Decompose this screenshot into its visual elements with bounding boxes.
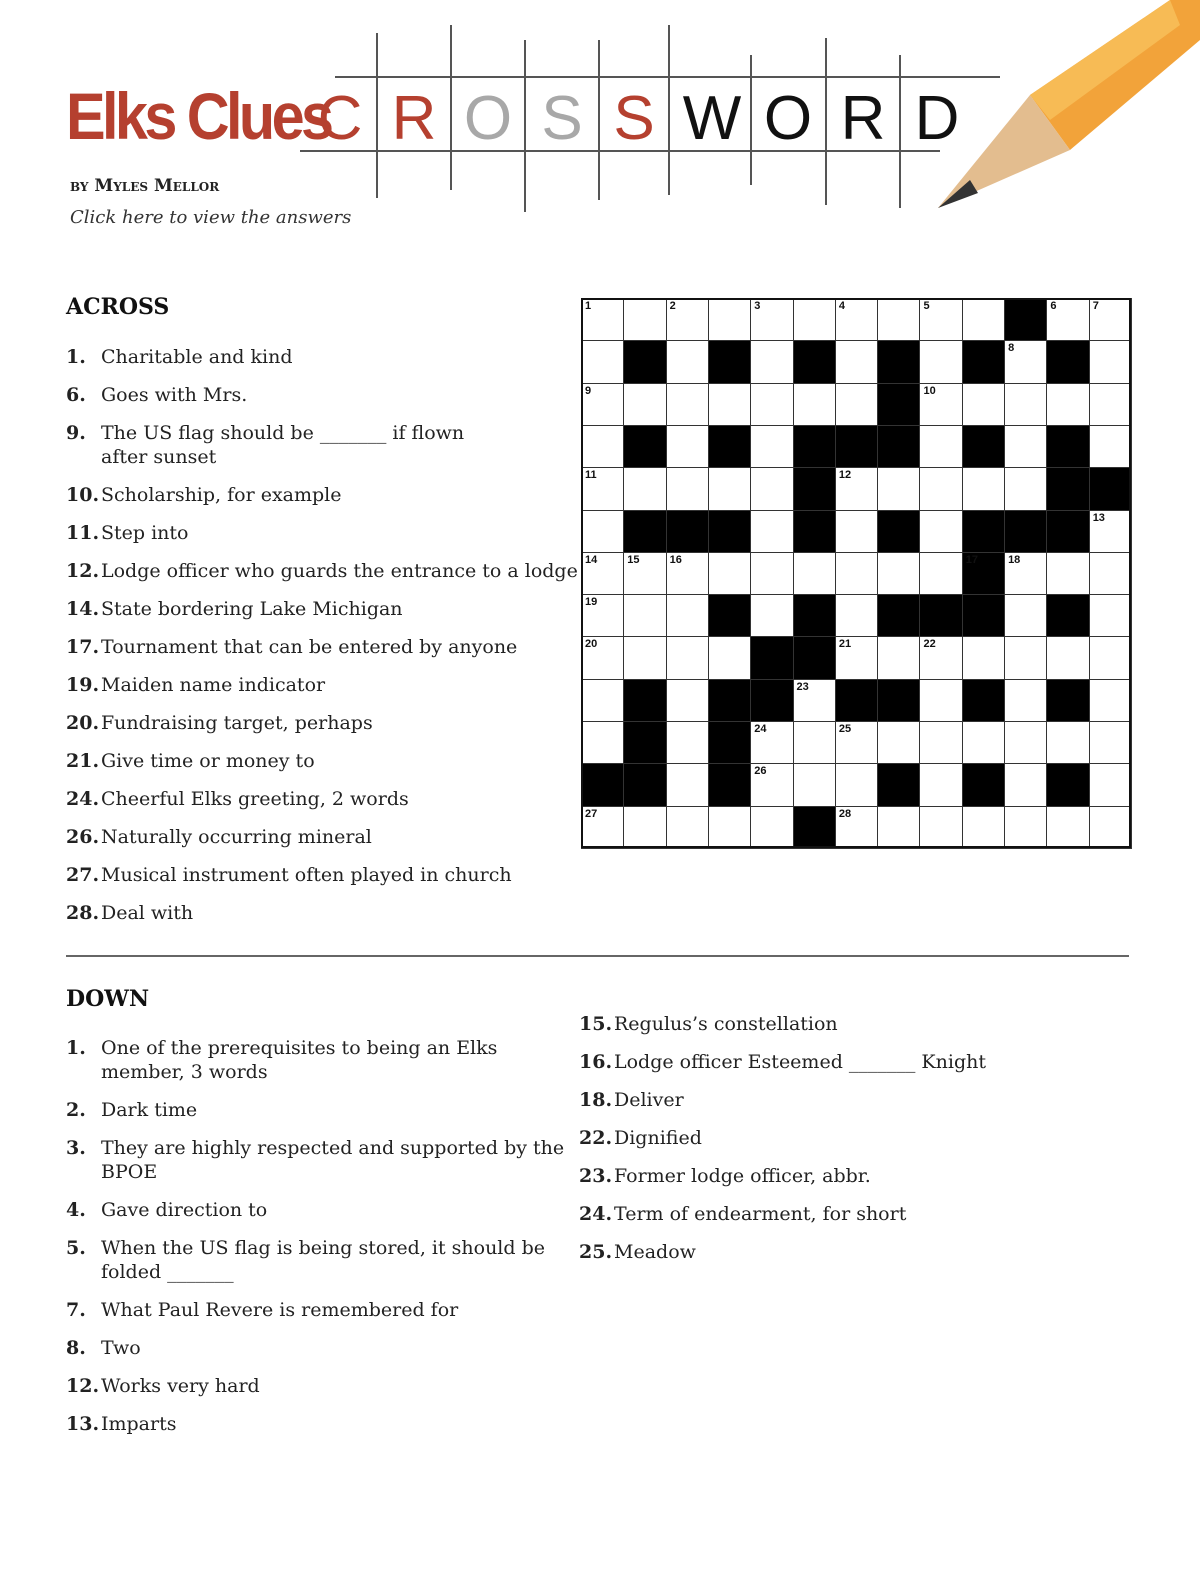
grid-block — [708, 425, 751, 468]
clue-text: What Paul Revere is remembered for — [101, 1299, 459, 1321]
cell-number: 7 — [1092, 300, 1099, 312]
cell-number: 27 — [585, 807, 598, 820]
grid-block — [962, 679, 1005, 722]
grid-block — [1004, 510, 1047, 553]
grid-cell[interactable] — [835, 594, 878, 637]
grid-cell[interactable] — [1004, 594, 1047, 637]
grid-block — [708, 763, 751, 806]
grid-cell[interactable] — [877, 467, 920, 510]
clue-text: They are highly respected and supported by the — [101, 1137, 565, 1159]
cell-number: 17 — [965, 553, 979, 566]
grid-cell[interactable] — [835, 806, 878, 849]
clue-text: Fundraising target, perhaps — [101, 712, 373, 734]
clue-number: 19. — [66, 674, 100, 696]
grid-cell[interactable] — [1089, 340, 1132, 383]
clue-number: 1. — [66, 1037, 86, 1059]
grid-cell[interactable] — [750, 425, 793, 468]
cell-number: 24 — [754, 723, 767, 736]
clue-text: Musical instrument often played in church — [101, 864, 512, 886]
grid-cell[interactable] — [581, 425, 624, 468]
grid-cell[interactable] — [1089, 679, 1132, 722]
grid-block — [1046, 594, 1089, 637]
grid-cell[interactable] — [835, 510, 878, 553]
cell-number: 10 — [923, 384, 936, 397]
cell-number: 5 — [923, 300, 930, 312]
clue-number: 25. — [579, 1241, 613, 1263]
grid-cell[interactable] — [1004, 636, 1047, 679]
grid-cell[interactable] — [793, 721, 836, 764]
grid-cell[interactable] — [581, 806, 624, 849]
grid-cell[interactable] — [1004, 806, 1047, 849]
clue-text: Works very hard — [101, 1375, 260, 1397]
grid-cell[interactable] — [919, 298, 962, 341]
grid-cell[interactable] — [750, 467, 793, 510]
clue-text: Imparts — [101, 1413, 177, 1435]
grid-block — [877, 425, 920, 468]
grid-block — [1046, 340, 1089, 383]
grid-cell[interactable] — [1004, 721, 1047, 764]
grid-cell[interactable] — [919, 679, 962, 722]
grid-cell[interactable] — [623, 298, 666, 341]
grid-block — [877, 679, 920, 722]
grid-cell[interactable] — [1089, 425, 1132, 468]
clue-text: Lodge officer who guards the entrance to a lodge — [101, 560, 578, 582]
clue-number: 5. — [66, 1237, 86, 1259]
cell-number: 19 — [585, 596, 598, 609]
grid-cell[interactable] — [1089, 594, 1132, 637]
grid-block — [793, 467, 836, 510]
clue-number: 11. — [66, 522, 100, 544]
clue-text: Dark time — [101, 1099, 198, 1121]
grid-block — [877, 340, 920, 383]
clue-number: 8. — [66, 1337, 86, 1359]
view-answers-link[interactable]: Click here to view the answers — [70, 207, 352, 228]
grid-block — [708, 679, 751, 722]
grid-cell[interactable] — [835, 721, 878, 764]
grid-cell[interactable] — [750, 594, 793, 637]
grid-cell[interactable] — [962, 467, 1005, 510]
grid-block — [835, 425, 878, 468]
grid-cell[interactable] — [1046, 636, 1089, 679]
crossword-grid — [581, 298, 1131, 848]
cell-number: 23 — [796, 680, 809, 693]
grid-cell[interactable] — [708, 298, 751, 341]
grid-block — [708, 594, 751, 637]
grid-block — [666, 510, 709, 553]
down-clue-list-right — [579, 1012, 1079, 1272]
clue-text: Dignified — [614, 1127, 702, 1149]
grid-block — [623, 763, 666, 806]
grid-block — [962, 425, 1005, 468]
grid-cell[interactable] — [1089, 552, 1132, 595]
title-letter: S — [613, 84, 655, 153]
cell-number: 14 — [585, 553, 598, 566]
grid-cell[interactable] — [666, 721, 709, 764]
clue-number: 17. — [66, 636, 100, 658]
clue-text: Lodge officer Esteemed _______ Knight — [614, 1051, 986, 1073]
across-heading: ACROSS — [66, 294, 170, 320]
grid-block — [962, 340, 1005, 383]
grid-cell[interactable] — [623, 594, 666, 637]
title-letter: R — [840, 84, 886, 153]
grid-cell[interactable] — [962, 806, 1005, 849]
grid-block — [750, 679, 793, 722]
clue-number: 6. — [66, 384, 86, 406]
grid-cell[interactable] — [666, 679, 709, 722]
grid-cell[interactable] — [1046, 552, 1089, 595]
grid-block — [708, 721, 751, 764]
title-letter: O — [763, 84, 813, 153]
clue-text: Meadow — [614, 1241, 696, 1263]
clue-text-continued: member, 3 words — [101, 1061, 268, 1083]
grid-cell[interactable] — [708, 383, 751, 426]
grid-cell[interactable] — [1089, 298, 1132, 341]
grid-cell[interactable] — [877, 298, 920, 341]
grid-cell[interactable] — [708, 552, 751, 595]
grid-cell[interactable] — [919, 552, 962, 595]
grid-cell[interactable] — [708, 636, 751, 679]
grid-cell[interactable] — [919, 636, 962, 679]
grid-block — [877, 383, 920, 426]
grid-cell[interactable] — [1089, 383, 1132, 426]
grid-cell[interactable] — [835, 636, 878, 679]
clue-text: Naturally occurring mineral — [101, 826, 372, 848]
grid-cell[interactable] — [835, 763, 878, 806]
cell-number: 21 — [838, 638, 852, 651]
clue-text: Maiden name indicator — [101, 674, 326, 696]
grid-cell[interactable] — [877, 806, 920, 849]
grid-cell[interactable] — [919, 383, 962, 426]
grid-cell[interactable] — [581, 594, 624, 637]
cell-number: 4 — [838, 300, 845, 312]
clue-text: Regulus’s constellation — [614, 1013, 838, 1035]
grid-cell[interactable] — [623, 467, 666, 510]
grid-block — [1004, 298, 1047, 341]
grid-cell[interactable] — [1089, 510, 1132, 553]
grid-block — [623, 721, 666, 764]
grid-block — [962, 552, 1005, 595]
grid-cell[interactable] — [835, 298, 878, 341]
cell-number: 22 — [923, 638, 936, 651]
cell-number: 11 — [585, 469, 597, 482]
clue-number: 28. — [66, 902, 100, 924]
cell-number: 26 — [754, 765, 767, 778]
clue-text: Former lodge officer, abbr. — [614, 1165, 871, 1187]
clue-text: Step into — [101, 522, 189, 544]
grid-cell[interactable] — [750, 806, 793, 849]
grid-cell[interactable] — [581, 636, 624, 679]
grid-cell[interactable] — [750, 510, 793, 553]
clue-text: Scholarship, for example — [101, 484, 342, 506]
grid-cell[interactable] — [1046, 383, 1089, 426]
grid-cell[interactable] — [750, 383, 793, 426]
grid-cell[interactable] — [750, 763, 793, 806]
brand-logo: Elks Clues — [66, 79, 331, 153]
grid-cell[interactable] — [750, 340, 793, 383]
title-letter: O — [463, 84, 513, 153]
clue-text: The US flag should be _______ if flown — [101, 422, 465, 444]
grid-block — [1046, 425, 1089, 468]
grid-block — [1046, 467, 1089, 510]
down-heading: DOWN — [66, 986, 150, 1012]
grid-cell[interactable] — [1004, 340, 1047, 383]
pencil-illustration — [930, 0, 1200, 215]
grid-cell[interactable] — [1046, 806, 1089, 849]
cell-number: 2 — [669, 300, 676, 312]
grid-cell[interactable] — [877, 552, 920, 595]
grid-cell[interactable] — [919, 721, 962, 764]
grid-block — [793, 806, 836, 849]
clue-number: 22. — [579, 1127, 613, 1149]
grid-block — [793, 510, 836, 553]
across-clue-list — [66, 345, 578, 935]
grid-cell[interactable] — [581, 298, 624, 341]
clue-text: Cheerful Elks greeting, 2 words — [101, 788, 409, 810]
clue-text-continued: folded _______ — [101, 1261, 234, 1283]
grid-cell[interactable] — [666, 383, 709, 426]
grid-cell[interactable] — [750, 721, 793, 764]
clue-number: 4. — [66, 1199, 86, 1221]
title-letter: C — [317, 84, 363, 153]
grid-cell[interactable] — [1004, 763, 1047, 806]
grid-cell[interactable] — [919, 340, 962, 383]
clue-number: 27. — [66, 864, 100, 886]
grid-block — [835, 679, 878, 722]
grid-cell[interactable] — [835, 467, 878, 510]
grid-block — [623, 510, 666, 553]
cell-number: 13 — [1092, 511, 1105, 524]
clue-text-continued: after sunset — [101, 446, 217, 468]
title-letter: W — [682, 84, 742, 153]
grid-cell[interactable] — [666, 806, 709, 849]
grid-block — [708, 510, 751, 553]
grid-block — [581, 763, 624, 806]
clue-number: 21. — [66, 750, 100, 772]
grid-cell[interactable] — [919, 467, 962, 510]
grid-cell[interactable] — [1004, 467, 1047, 510]
cell-number: 9 — [585, 384, 592, 397]
cell-number: 6 — [1050, 300, 1057, 312]
clue-text: When the US flag is being stored, it should be — [101, 1237, 545, 1259]
grid-cell[interactable] — [708, 467, 751, 510]
grid-cell[interactable] — [793, 383, 836, 426]
grid-block — [623, 679, 666, 722]
grid-cell[interactable] — [1004, 383, 1047, 426]
grid-cell[interactable] — [919, 510, 962, 553]
grid-block — [1046, 679, 1089, 722]
clue-text: Give time or money to — [101, 750, 315, 772]
grid-cell[interactable] — [666, 594, 709, 637]
clue-text: Tournament that can be entered by anyone — [101, 636, 518, 658]
clue-number: 10. — [66, 484, 100, 506]
grid-cell[interactable] — [835, 340, 878, 383]
clue-number: 14. — [66, 598, 100, 620]
grid-cell[interactable] — [835, 383, 878, 426]
grid-block — [623, 340, 666, 383]
grid-cell[interactable] — [793, 679, 836, 722]
clue-number: 2. — [66, 1099, 86, 1121]
grid-cell[interactable] — [666, 763, 709, 806]
clue-number: 23. — [579, 1165, 613, 1187]
grid-cell[interactable] — [877, 636, 920, 679]
cell-number: 3 — [754, 300, 761, 312]
grid-cell[interactable] — [581, 383, 624, 426]
title-letter: S — [541, 84, 583, 153]
grid-cell[interactable] — [666, 425, 709, 468]
grid-cell[interactable] — [666, 636, 709, 679]
grid-block — [962, 510, 1005, 553]
grid-cell[interactable] — [581, 510, 624, 553]
grid-cell[interactable] — [623, 552, 666, 595]
byline: by Myles Mellor — [70, 176, 220, 196]
clue-number: 24. — [579, 1203, 613, 1225]
grid-cell[interactable] — [1089, 636, 1132, 679]
cell-number: 25 — [838, 723, 852, 736]
section-divider — [66, 955, 1129, 957]
grid-block — [877, 763, 920, 806]
down-clue-list-left — [66, 1036, 566, 1456]
grid-cell[interactable] — [1089, 806, 1132, 849]
clue-text-continued: BPOE — [101, 1161, 158, 1183]
grid-cell[interactable] — [666, 467, 709, 510]
cell-number: 8 — [1008, 342, 1015, 355]
grid-cell[interactable] — [1089, 763, 1132, 806]
grid-block — [1046, 510, 1089, 553]
grid-cell[interactable] — [666, 552, 709, 595]
title-letter: R — [391, 84, 437, 153]
cell-number: 12 — [838, 469, 852, 482]
grid-cell[interactable] — [793, 763, 836, 806]
grid-cell[interactable] — [1046, 721, 1089, 764]
clue-number: 15. — [579, 1013, 613, 1035]
clue-number: 13. — [66, 1413, 100, 1435]
grid-block — [1046, 763, 1089, 806]
clue-text: Deliver — [614, 1089, 684, 1111]
grid-cell[interactable] — [793, 298, 836, 341]
grid-block — [962, 763, 1005, 806]
grid-cell[interactable] — [666, 298, 709, 341]
clue-number: 9. — [66, 422, 86, 444]
grid-cell[interactable] — [623, 806, 666, 849]
grid-cell[interactable] — [835, 552, 878, 595]
grid-cell[interactable] — [1004, 552, 1047, 595]
clue-text: Term of endearment, for short — [614, 1203, 907, 1225]
grid-cell[interactable] — [962, 721, 1005, 764]
grid-cell[interactable] — [793, 552, 836, 595]
grid-cell[interactable] — [581, 467, 624, 510]
clue-number: 3. — [66, 1137, 86, 1159]
grid-cell[interactable] — [1046, 298, 1089, 341]
clue-number: 26. — [66, 826, 100, 848]
grid-block — [793, 340, 836, 383]
grid-block — [750, 636, 793, 679]
clue-text: Two — [101, 1337, 141, 1359]
clue-text: Gave direction to — [101, 1199, 268, 1221]
grid-cell[interactable] — [750, 298, 793, 341]
grid-cell[interactable] — [623, 383, 666, 426]
cell-number: 1 — [585, 300, 592, 312]
cell-number: 16 — [669, 553, 682, 566]
grid-cell[interactable] — [962, 383, 1005, 426]
grid-block — [962, 594, 1005, 637]
grid-cell[interactable] — [623, 636, 666, 679]
clue-number: 16. — [579, 1051, 613, 1073]
clue-number: 20. — [66, 712, 100, 734]
grid-cell[interactable] — [962, 298, 1005, 341]
grid-block — [1089, 467, 1132, 510]
grid-cell[interactable] — [919, 425, 962, 468]
clue-number: 7. — [66, 1299, 86, 1321]
grid-cell[interactable] — [581, 552, 624, 595]
grid-block — [623, 425, 666, 468]
clue-text: Goes with Mrs. — [101, 384, 248, 406]
title-letter: D — [914, 84, 960, 153]
grid-cell[interactable] — [919, 763, 962, 806]
cell-number: 20 — [585, 638, 598, 651]
grid-cell[interactable] — [750, 552, 793, 595]
cell-number: 15 — [627, 553, 640, 566]
cell-number: 18 — [1008, 553, 1021, 566]
grid-cell[interactable] — [581, 340, 624, 383]
grid-cell[interactable] — [919, 806, 962, 849]
clue-number: 1. — [66, 346, 86, 368]
clue-text: Deal with — [101, 902, 194, 924]
grid-block — [793, 425, 836, 468]
cell-number: 28 — [838, 807, 852, 820]
grid-block — [877, 510, 920, 553]
grid-cell[interactable] — [581, 721, 624, 764]
clue-text: One of the prerequisites to being an Elks — [101, 1037, 498, 1059]
grid-cell[interactable] — [962, 636, 1005, 679]
grid-cell[interactable] — [877, 721, 920, 764]
grid-cell[interactable] — [1004, 679, 1047, 722]
grid-block — [793, 594, 836, 637]
clue-number: 12. — [66, 560, 100, 582]
grid-block — [877, 594, 920, 637]
grid-cell[interactable] — [666, 340, 709, 383]
clue-number: 24. — [66, 788, 100, 810]
grid-cell[interactable] — [1004, 425, 1047, 468]
clue-text: Charitable and kind — [101, 346, 293, 368]
grid-cell[interactable] — [1089, 721, 1132, 764]
grid-block — [793, 636, 836, 679]
grid-block — [708, 340, 751, 383]
grid-cell[interactable] — [708, 806, 751, 849]
clue-text: State bordering Lake Michigan — [101, 598, 403, 620]
grid-block — [919, 594, 962, 637]
clue-number: 12. — [66, 1375, 100, 1397]
clue-number: 18. — [579, 1089, 613, 1111]
grid-cell[interactable] — [581, 679, 624, 722]
